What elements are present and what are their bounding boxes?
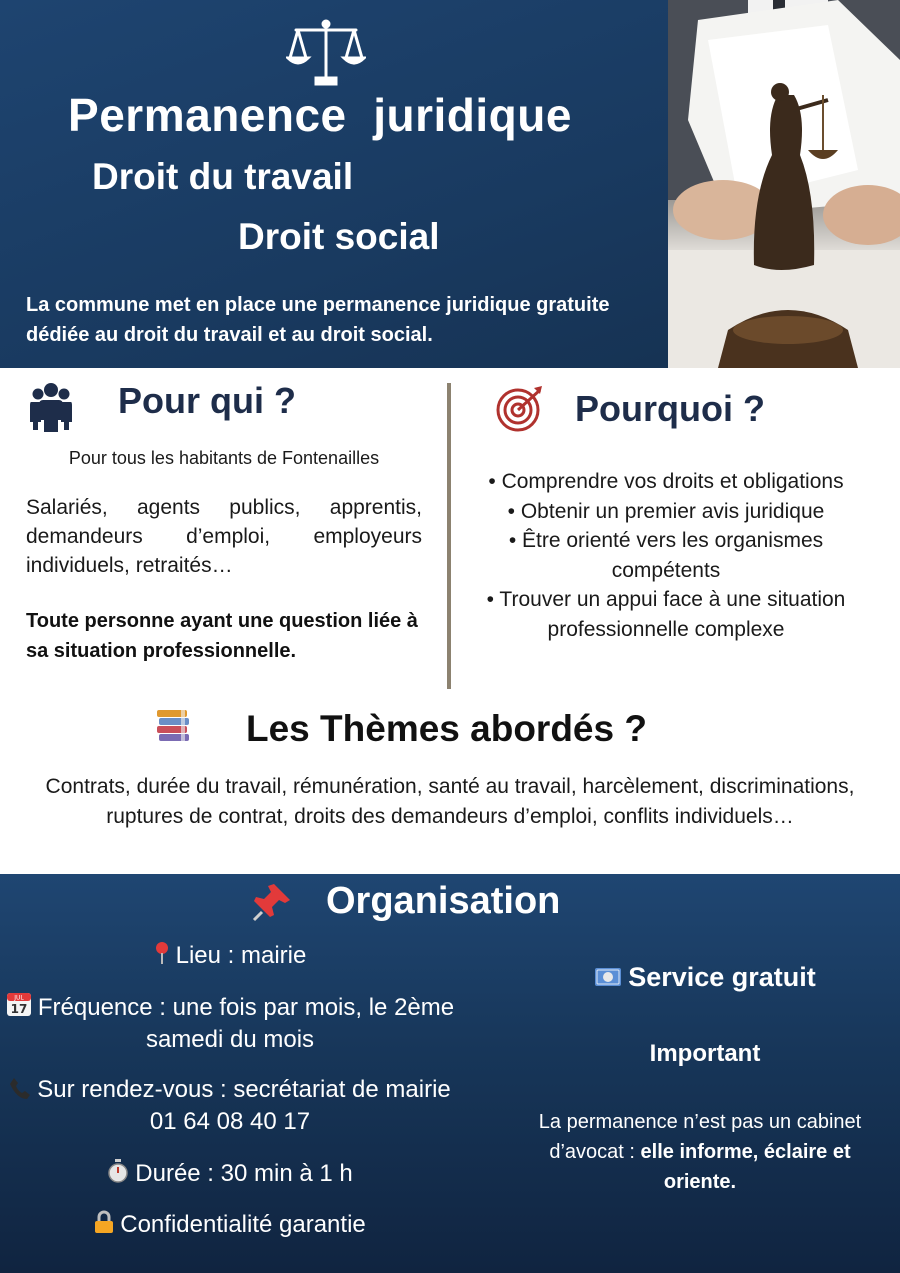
- note-plain-text: La permanence n’est pas un cabinet d’avocat :: [538, 1111, 862, 1163]
- important-note: [520, 1107, 880, 1197]
- justice-statue-illustration: [668, 0, 900, 368]
- calendar-icon: [6, 991, 32, 1017]
- duration-text: Durée : 30 min à 1 h: [135, 1160, 353, 1187]
- free-service-text: Service gratuit: [628, 962, 816, 992]
- intro-text: La commune met en place une permanence juridique gratuite dédiée au droit du travail et au droit social.: [26, 294, 610, 346]
- appointment-text: Sur rendez-vous : secrétariat de mairie 01 64 08 40 17: [37, 1076, 451, 1135]
- who-anyone-text: Toute personne ayant une question liée à sa situation professionnelle.: [26, 610, 418, 662]
- why-heading: Pourquoi ?: [575, 388, 765, 429]
- who-residents-text: Pour tous les habitants de Fontenailles: [68, 448, 380, 468]
- calendar-month: JUL: [14, 994, 24, 1002]
- phone-icon: [9, 1077, 31, 1099]
- appointment-row: [0, 1074, 460, 1138]
- location-text: Lieu : mairie: [175, 942, 307, 969]
- themes-heading: Les Thèmes abordés ?: [246, 708, 647, 749]
- books-icon: [155, 708, 191, 744]
- banknote-icon: [594, 966, 622, 988]
- organisation-heading: Organisation: [326, 880, 561, 922]
- why-item-support: • Trouver un appui face à une situation professionnelle complexe: [486, 588, 846, 641]
- themes-text: Contrats, durée du travail, rémunération, santé au travail, harcèlement, discriminations, ruptures de contrat, droits des demandeurs d’emploi, conflits individuels…: [45, 775, 855, 828]
- calendar-day: 17: [10, 1002, 28, 1016]
- confidentiality-text: Confidentialité garantie: [120, 1211, 366, 1238]
- why-item-orientation: • Être orienté vers les organismes compétents: [508, 529, 824, 582]
- duration-row: [0, 1158, 460, 1190]
- why-item-rights: • Comprendre vos droits et obligations: [488, 470, 844, 493]
- people-icon: [30, 380, 72, 432]
- why-list: [452, 467, 880, 644]
- free-service-row: [510, 962, 900, 993]
- scales-of-justice-icon: [286, 16, 366, 88]
- lock-icon: [94, 1210, 114, 1234]
- who-audience-text: Salariés, agents publics, apprentis, demandeurs d’emploi, employeurs individuels, retraités…: [26, 496, 422, 577]
- location-row: [0, 940, 460, 972]
- confidentiality-row: [0, 1209, 460, 1241]
- frequency-row: [0, 991, 460, 1056]
- important-heading: Important: [649, 1040, 761, 1067]
- stopwatch-icon: [107, 1159, 129, 1183]
- target-icon: [494, 384, 546, 434]
- who-heading: Pour qui ?: [118, 380, 296, 421]
- pushpin-icon: [252, 882, 292, 922]
- frequency-text: Fréquence : une fois par mois, le 2ème samedi du mois: [37, 994, 455, 1053]
- page-title: Permanence juridique: [68, 89, 572, 141]
- column-divider: [447, 383, 451, 689]
- subtitle-social-law: Droit social: [238, 216, 440, 257]
- subtitle-labor-law: Droit du travail: [92, 156, 354, 197]
- note-bold-text: elle informe, éclaire et oriente.: [640, 1141, 851, 1193]
- pin-icon: [154, 941, 170, 965]
- justice-statue-photo: [668, 0, 900, 368]
- why-item-legal-advice: • Obtenir un premier avis juridique: [507, 499, 825, 523]
